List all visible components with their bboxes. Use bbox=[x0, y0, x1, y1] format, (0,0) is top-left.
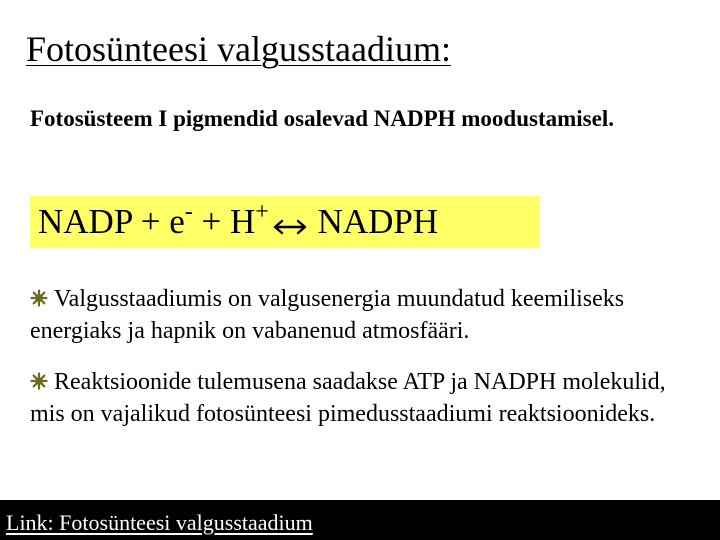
bullet-item bbox=[30, 367, 700, 430]
bullet-square-icon bbox=[30, 368, 48, 399]
equation-electron-charge: - bbox=[184, 199, 193, 225]
bullet-text: Reaktsioonide tulemusena saadakse ATP ja NADPH molekulid, mis on vajalikud fotosünteesi pimedusstaadiumi reaktsioonideks. bbox=[30, 369, 666, 427]
link-bar bbox=[0, 500, 720, 540]
slide-title: Fotosünteesi valgusstaadium: bbox=[26, 29, 451, 69]
bullet-text: Valgusstaadiumis on valgusenergia muundatud keemiliseks energiaks ja hapnik on vabanenud atmosfääri. bbox=[30, 286, 625, 344]
bullet-square-icon bbox=[30, 285, 48, 316]
equation-part-hydrogen: + H bbox=[192, 202, 256, 241]
equation-part-nadph: NADPH bbox=[317, 202, 439, 241]
equation bbox=[38, 199, 439, 245]
double-arrow-icon bbox=[273, 205, 307, 245]
slide-subtitle: Fotosüsteem I pigmendid osalevad NADPH moodustamisel. bbox=[30, 106, 614, 131]
video-link[interactable]: Link: Fotosünteesi valgusstaadium bbox=[6, 510, 313, 535]
bullet-item bbox=[30, 284, 700, 347]
equation-highlight bbox=[30, 196, 540, 248]
equation-proton-charge: + bbox=[255, 199, 269, 225]
equation-part-nadp: NADP + e bbox=[38, 202, 185, 241]
